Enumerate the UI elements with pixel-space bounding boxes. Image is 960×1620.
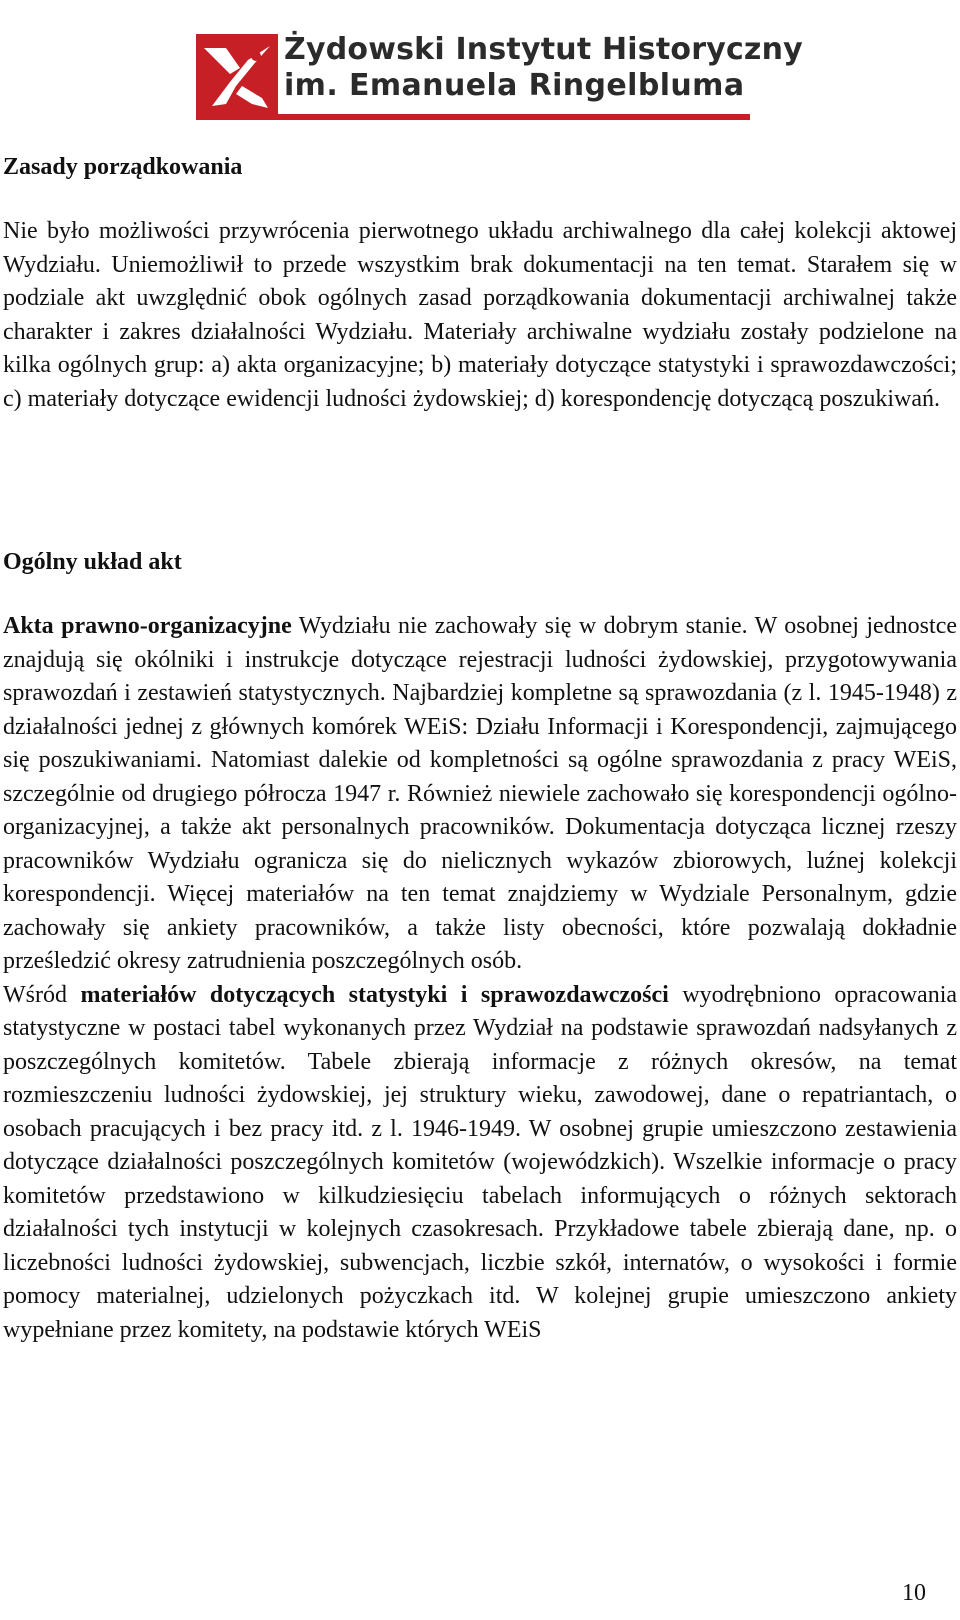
paragraph-zasady: Nie było możliwości przywrócenia pierwotnego układu archiwalnego dla całej kolekcji aktowej Wydziału. Uniemożliwił to przede wszystkim brak dokumentacji na ten temat. Starałem się w podziale akt uwzględnić obok ogólnych zasad porządkowania dokumentacji archiwalnej także charakter i zakres działalności Wydziału. Materiały archiwalne wydziału zostały podzielone na kilka ogólnych grup: a) akta organizacyjne; b) materiały dotyczące statystyki i sprawozdawczości; c) materiały dotyczące ewidencji ludności żydowskiej; d) korespondencję dotyczącą poszukiwań. bbox=[3, 218, 957, 412]
zih-emblem-icon bbox=[196, 34, 278, 116]
section-heading-uklad: Ogólny układ akt bbox=[3, 549, 182, 575]
zih-logo bbox=[196, 32, 803, 118]
logo-title: Żydowski Instytut Historyczny bbox=[284, 32, 803, 67]
page-number: 10 bbox=[902, 1580, 926, 1606]
section-heading-zasady: Zasady porządkowania bbox=[3, 154, 243, 180]
paragraph-uklad bbox=[3, 610, 957, 1347]
logo-text bbox=[284, 32, 803, 104]
text-wsrod: Wśród bbox=[3, 981, 81, 1008]
logo-subtitle: im. Emanuela Ringelbluma bbox=[284, 68, 745, 103]
text-statystyki-body: wyodrębniono opracowania statystyczne w postaci tabel wykonanych przez Wydział na podstawie sprawozdań nadsyłanych z poszczególnych komitetów. Tabele zbierają informacje z różnych okresów, na temat rozmieszczeniu ludności żydowskiej, jej struktury wieku, zawodowej, dane o repatriantach, o osobach pracujących i bez pracy itd. z l. 1946-1949. W osobnej grupie umieszczono zestawienia dotyczące działalności poszczególnych komitetów (wojewódzkich). Wszelkie informacje o pracy komitetów przedstawiono w kilkudziesięciu tabelach informujących o różnych sektorach działalności tych instytucji w kolejnych czasokresach. Przykładowe tabele zbierają dane, np. o liczebności ludności żydowskiej, subwencjach, liczbie szkół, internatów, o wysokości i formie pomocy materialnej, udzielonych pożyczkach itd. W kolejnej grupie umieszczono ankiety wypełniane przez komitety, na podstawie których WEiS bbox=[3, 981, 958, 1343]
logo-underline bbox=[196, 114, 750, 120]
bold-akta-prawno: Akta prawno-organizacyjne bbox=[3, 613, 292, 639]
text-akta-body: Wydziału nie zachowały się w dobrym stanie. W osobnej jednostce znajdują się okólniki i instrukcje dotyczące rejestracji ludności żydowskiej, przygotowywania sprawozdań i zestawień statystycznych. Najbardziej kompletne są sprawozdania (z l. 1945-1948) z działalności jednej z głównych komórek WEiS: Działu Informacji i Korespondencji, zajmującego się poszukiwaniami. Natomiast dalekie od kompletności są ogólne sprawozdania z pracy WEiS, szczególnie od drugiego półrocza 1947 r. Również niewiele zachowało się korespondencji ogólno-organizacyjnej, a także akt personalnych pracowników. Dokumentacja dotycząca licznej rzeszy pracowników Wydziału ogranicza się do nielicznych wykazów zbiorowych, luźnej kolekcji korespondencji. Więcej materiałów na ten temat znajdziemy w Wydziale Personalnym, gdzie zachowały się ankiety pracowników, a także listy obecności, które pozwalają dokładnie prześledzić okresy zatrudnienia poszczególnych osób. bbox=[3, 613, 957, 974]
bold-materialy-statystyki: materiałów dotyczących statystyki i sprawozdawczości bbox=[80, 981, 669, 1008]
